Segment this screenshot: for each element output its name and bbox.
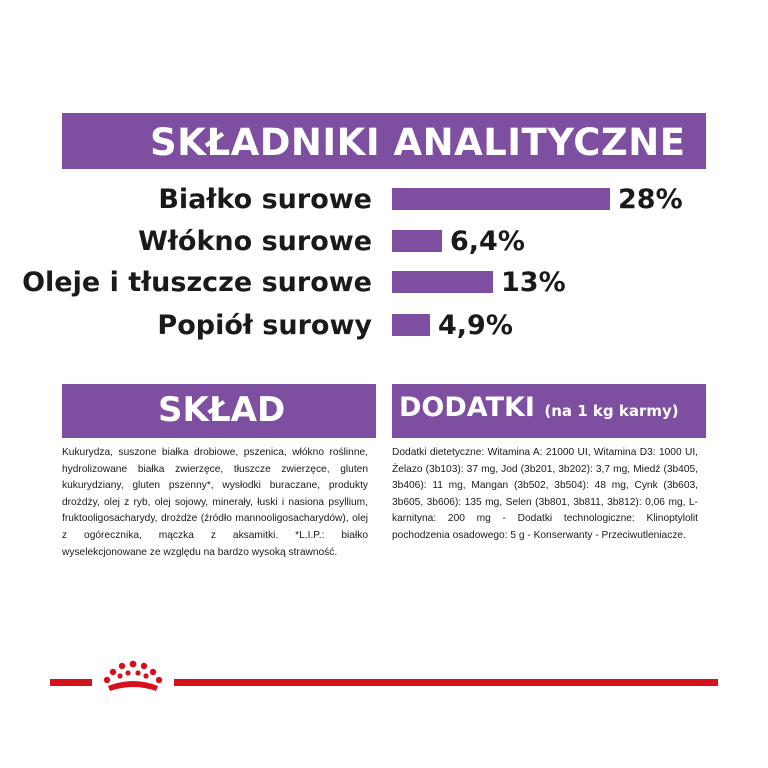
row-label: Włókno surowe — [138, 226, 372, 257]
row-bar — [392, 188, 610, 210]
row-label: Oleje i tłuszcze surowe — [22, 267, 372, 298]
analytic-row-protein — [0, 180, 768, 220]
footer-red-line-right — [174, 679, 718, 686]
sklad-title: SKŁAD — [158, 390, 286, 430]
footer-red-line-left — [50, 679, 92, 686]
dodatki-title-sub: (na 1 kg karmy) — [544, 402, 679, 420]
row-value: 13% — [501, 267, 566, 298]
row-value: 6,4% — [450, 226, 525, 257]
dodatki-text: Dodatki dietetyczne: Witamina A: 21000 UI, Witamina D3: 1000 UI, Żelazo (3b103): 37 mg, Jod (3b201, 3b202): 3,7 mg, Miedź (3b405, 3b406): 11 mg, Mangan (3b502, 3b504): 48 mg, Cynk (3b603, 3b605, 3b606): 135 mg, Selen (3b801, 3b811, 3b812): 0,06 mg, L-karnityna: 200 mg - Dodatki technologiczne: Klinoptylolit pochodzenia osadowego: 5 g - Konserwanty - Przeciwutleniacze. — [392, 447, 698, 541]
analytic-row-fat — [0, 263, 768, 303]
row-label: Białko surowe — [158, 184, 372, 215]
royal-canin-crown-icon — [98, 660, 168, 696]
dodatki-title-main: DODATKI — [399, 392, 535, 423]
row-label: Popiół surowy — [157, 310, 372, 341]
row-bar — [392, 314, 430, 336]
analytic-header — [62, 113, 706, 169]
row-value: 28% — [618, 184, 683, 215]
sklad-header — [62, 384, 376, 438]
row-bar — [392, 230, 442, 252]
dodatki-title — [399, 392, 679, 423]
analytic-row-fiber — [0, 222, 768, 262]
analytic-row-ash — [0, 306, 768, 346]
analytic-title: SKŁADNIKI ANALITYCZNE — [150, 121, 686, 164]
row-value: 4,9% — [438, 310, 513, 341]
dodatki-header — [392, 384, 706, 438]
row-bar — [392, 271, 493, 293]
sklad-text: Kukurydza, suszone białka drobiowe, pszenica, włókno roślinne, hydrolizowane białka zwierzęce, tłuszcze zwierzęce, gluten kukurydziany, gluten pszenny*, wysłodki buraczane, produkty drożdży, olej z ryb, olej sojowy, minerały, łuski i nasiona psyllium, fruktooligosacharydy, drożdże (źródło mannooligosacharydów), olej z ogórecznika, mączka z aksamitki. *L.I.P.: białko wyselekcjonowane ze względu na bardzo wysoką strawność. — [62, 447, 368, 558]
